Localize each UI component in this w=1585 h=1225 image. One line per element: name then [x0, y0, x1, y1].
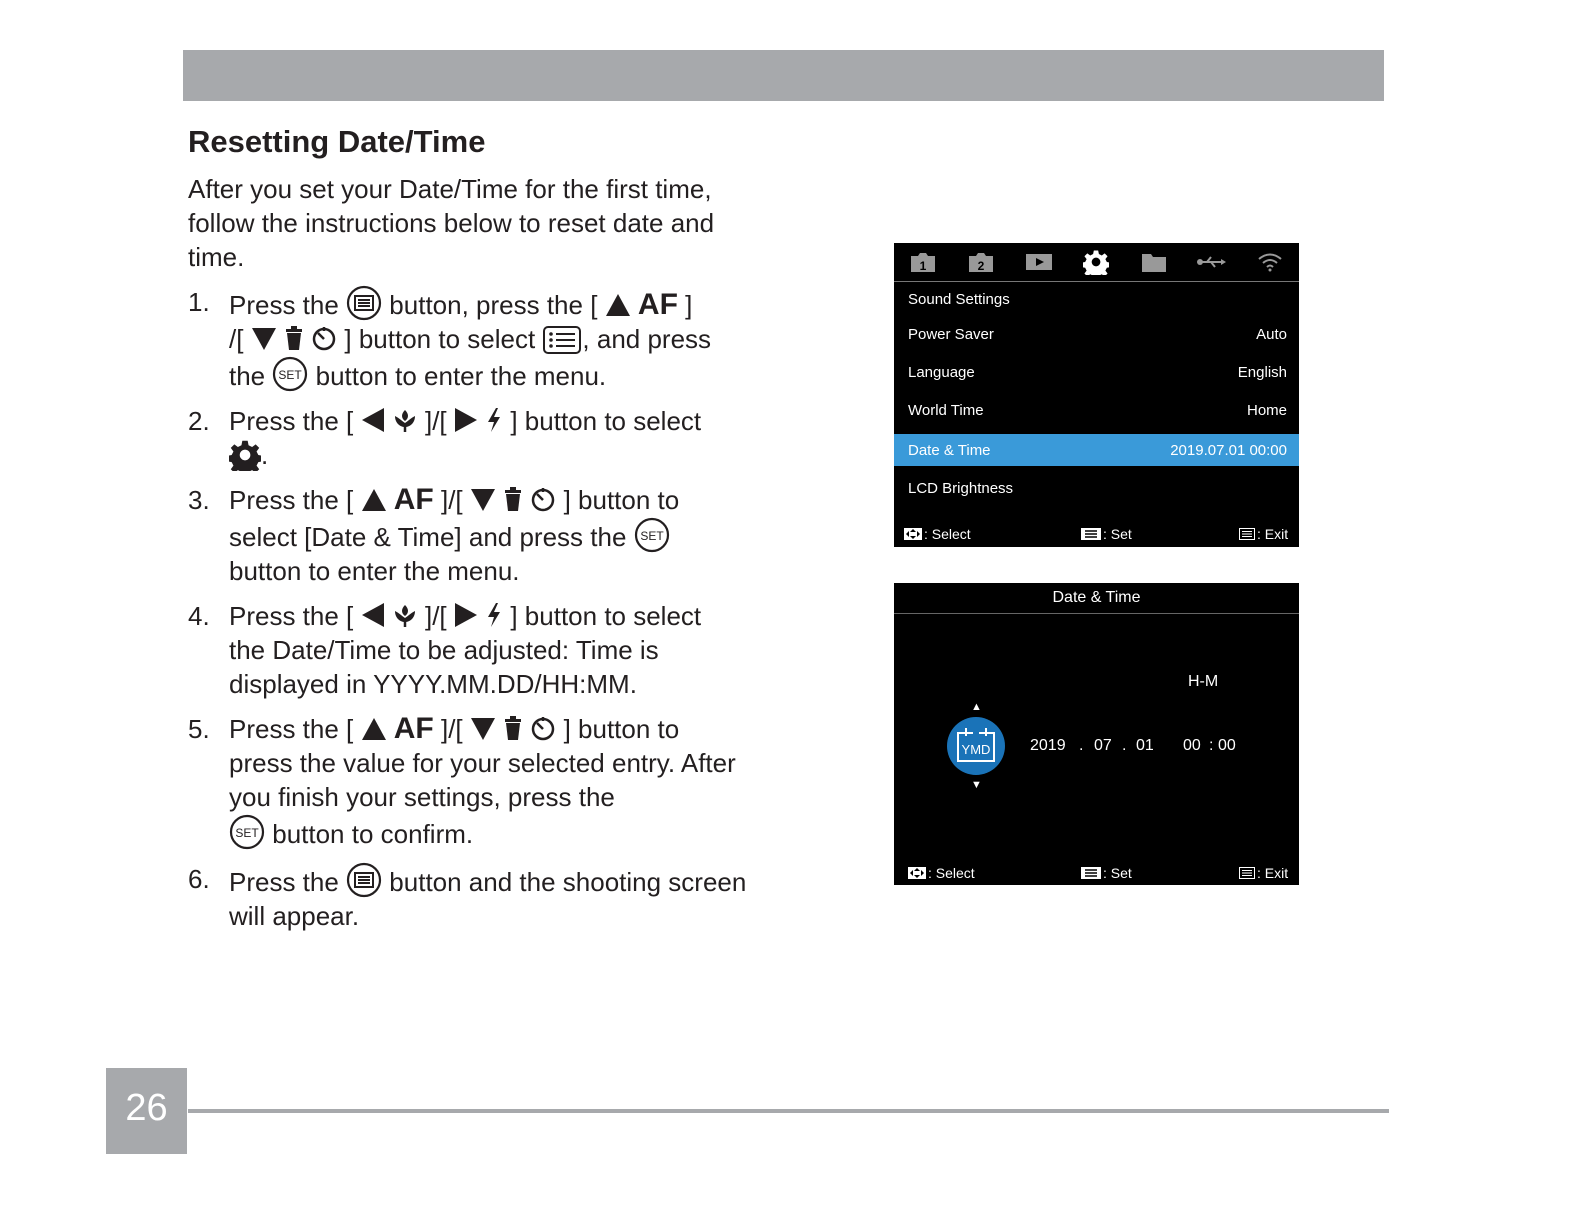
macro-icon [392, 407, 418, 433]
footer-select-label: : Select [924, 526, 971, 542]
menu-item-date-time[interactable] [894, 434, 1299, 466]
menu-item-label: Sound Settings [908, 290, 1010, 308]
tab-settings[interactable] [1080, 248, 1112, 276]
up-arrow-icon [605, 293, 631, 317]
menu-item-label: Power Saver [908, 325, 994, 343]
set-button-icon [634, 517, 670, 553]
menu-item-power-saver[interactable] [894, 318, 1299, 350]
set-button-icon [272, 356, 308, 392]
menu-item-label: Date & Time [908, 441, 991, 459]
step-text: button to confirm. [272, 819, 474, 849]
menu-item-value: Auto [1256, 325, 1287, 343]
camera-icon [967, 251, 995, 273]
down-arrow-icon [470, 488, 496, 512]
year-value[interactable]: 2019 [1030, 737, 1066, 754]
playback-icon [1025, 252, 1053, 272]
dpad-icon [904, 528, 922, 540]
step-text: button to enter the menu. [229, 556, 520, 586]
header-band [183, 50, 1384, 101]
footer-exit-label: : Exit [1257, 526, 1289, 542]
step-number: 4. [188, 601, 210, 631]
step-text: button and the shooting screen will appear. [229, 867, 747, 931]
date-separator: . [1122, 737, 1127, 754]
af-icon: AF [393, 483, 434, 516]
step-number: 2. [188, 406, 210, 436]
step-text: button, press the [ [389, 290, 598, 320]
steps-list [188, 285, 758, 944]
hm-label: H-M [1188, 673, 1219, 690]
menu-icon [1239, 867, 1255, 879]
settings-gear-icon [229, 439, 261, 471]
tab-camera-1[interactable] [907, 248, 939, 276]
footer-exit-label: : Exit [1257, 865, 1289, 881]
step-text: Press the [229, 290, 339, 320]
step-text: , and press [582, 324, 712, 354]
self-timer-icon [530, 715, 556, 741]
step-4 [188, 599, 758, 701]
intro-paragraph: After you set your Date/Time for the first time, follow the instructions below to reset date and time. [188, 174, 715, 272]
step-text: ]/[ [440, 485, 463, 515]
usb-icon [1197, 255, 1227, 269]
screen-title: Date & Time [894, 583, 1299, 614]
calendar-icon [947, 717, 1005, 775]
step-text: ] button to [563, 714, 680, 744]
menu-item-lcd-brightness[interactable] [894, 472, 1299, 504]
month-value[interactable]: 07 [1094, 737, 1112, 754]
camera-settings-screen [894, 243, 1299, 547]
svg-text:1: 1 [919, 259, 927, 273]
tab-usb[interactable] [1196, 248, 1228, 276]
step-text: Press the [ [229, 406, 354, 436]
step-text: Press the [ [229, 714, 354, 744]
flash-icon [485, 602, 503, 628]
ymd-format-button[interactable] [947, 717, 1005, 775]
step-text: select [Date & Time] and press the [229, 522, 627, 552]
menu-item-label: World Time [908, 401, 984, 419]
wifi-icon [1258, 252, 1282, 272]
right-arrow-icon [454, 407, 478, 433]
trash-icon [503, 715, 523, 741]
menu-item-label: Language [908, 363, 975, 381]
svg-text:YMD: YMD [961, 742, 991, 757]
left-arrow-icon [361, 407, 385, 433]
folder-icon [1141, 251, 1167, 273]
af-icon: AF [393, 712, 434, 745]
gear-icon [1083, 249, 1109, 275]
right-arrow-icon [454, 602, 478, 628]
tab-playback[interactable] [1023, 248, 1055, 276]
trash-icon [284, 325, 304, 351]
menu-item-value: Home [1246, 401, 1287, 419]
menu-item-language[interactable] [894, 356, 1299, 388]
day-value[interactable]: 01 [1136, 737, 1154, 754]
up-arrow-icon[interactable]: ▲ [971, 701, 982, 713]
tab-wifi[interactable] [1254, 248, 1286, 276]
step-number: 6. [188, 864, 210, 894]
set-icon [1081, 528, 1101, 540]
step-text: Press the [ [229, 601, 354, 631]
step-text: the Date/Time to be adjusted: Time is displayed in YYYY.MM.DD/HH:MM. [229, 635, 659, 699]
menu-button-icon [346, 285, 382, 321]
menu-item-sound-settings[interactable] [894, 283, 1299, 315]
footer-select-label: : Select [928, 865, 975, 881]
footer-set-label: : Set [1103, 865, 1132, 881]
tab-camera-2[interactable] [965, 248, 997, 276]
step-text: Press the [229, 867, 339, 897]
set-icon [1081, 867, 1101, 879]
menu-tabs [894, 243, 1299, 282]
step-text: press the value for your selected entry. After you finish your settings, press the [229, 748, 736, 812]
down-arrow-icon[interactable]: ▼ [971, 779, 982, 791]
trash-icon [503, 486, 523, 512]
self-timer-icon [530, 486, 556, 512]
step-6 [188, 862, 758, 933]
step-text: Press the [ [229, 485, 354, 515]
step-text: . [261, 440, 269, 470]
step-2 [188, 404, 758, 472]
menu-button-icon [346, 862, 382, 898]
hour-value[interactable]: 00 [1183, 737, 1201, 754]
step-number: 5. [188, 714, 210, 744]
set-button-icon [229, 814, 265, 850]
step-text: ] button to select [344, 324, 536, 354]
step-text: ]/[ [424, 406, 447, 436]
menu-item-world-time[interactable] [894, 394, 1299, 426]
up-arrow-icon [361, 717, 387, 741]
step-text: the [229, 361, 266, 391]
step-text: button to enter the menu. [315, 361, 607, 391]
camera-icon [909, 251, 937, 273]
step-number: 1. [188, 287, 210, 317]
step-text: ]/[ [440, 714, 463, 744]
step-text: ]/[ [424, 601, 447, 631]
left-arrow-icon [361, 602, 385, 628]
svg-text:2: 2 [977, 259, 985, 273]
date-time-screen [894, 583, 1299, 885]
step-text: ] button to [563, 485, 680, 515]
minute-value[interactable]: 00 [1218, 737, 1236, 754]
up-arrow-icon [361, 488, 387, 512]
time-separator: : [1209, 737, 1214, 754]
menu-item-label: LCD Brightness [908, 479, 1014, 497]
macro-icon [392, 602, 418, 628]
footer-set-label: : Set [1103, 526, 1132, 542]
flash-icon [485, 407, 503, 433]
step-text: ] button to select [510, 406, 702, 436]
list-menu-icon [542, 325, 582, 355]
af-icon: AF [637, 288, 678, 321]
date-separator: . [1079, 737, 1084, 754]
step-1 [188, 285, 758, 393]
screen-footer [894, 524, 1299, 546]
page-number: 26 [106, 1068, 187, 1154]
menu-item-value: English [1237, 363, 1287, 381]
down-arrow-icon [251, 327, 277, 351]
page-title: Resetting Date/Time [188, 124, 486, 159]
menu-item-value: 2019.07.01 00:00 [1170, 441, 1287, 459]
screen-footer [894, 863, 1299, 885]
step-number: 3. [188, 485, 210, 515]
step-text: ] [685, 290, 693, 320]
self-timer-icon [311, 325, 337, 351]
step-5 [188, 712, 758, 851]
dpad-icon [908, 867, 926, 879]
menu-icon [1239, 528, 1255, 540]
step-text: /[ [229, 324, 244, 354]
step-text: ] button to select [510, 601, 702, 631]
tab-folder[interactable] [1138, 248, 1170, 276]
down-arrow-icon [470, 717, 496, 741]
footer-rule [188, 1109, 1389, 1113]
step-3 [188, 483, 758, 588]
